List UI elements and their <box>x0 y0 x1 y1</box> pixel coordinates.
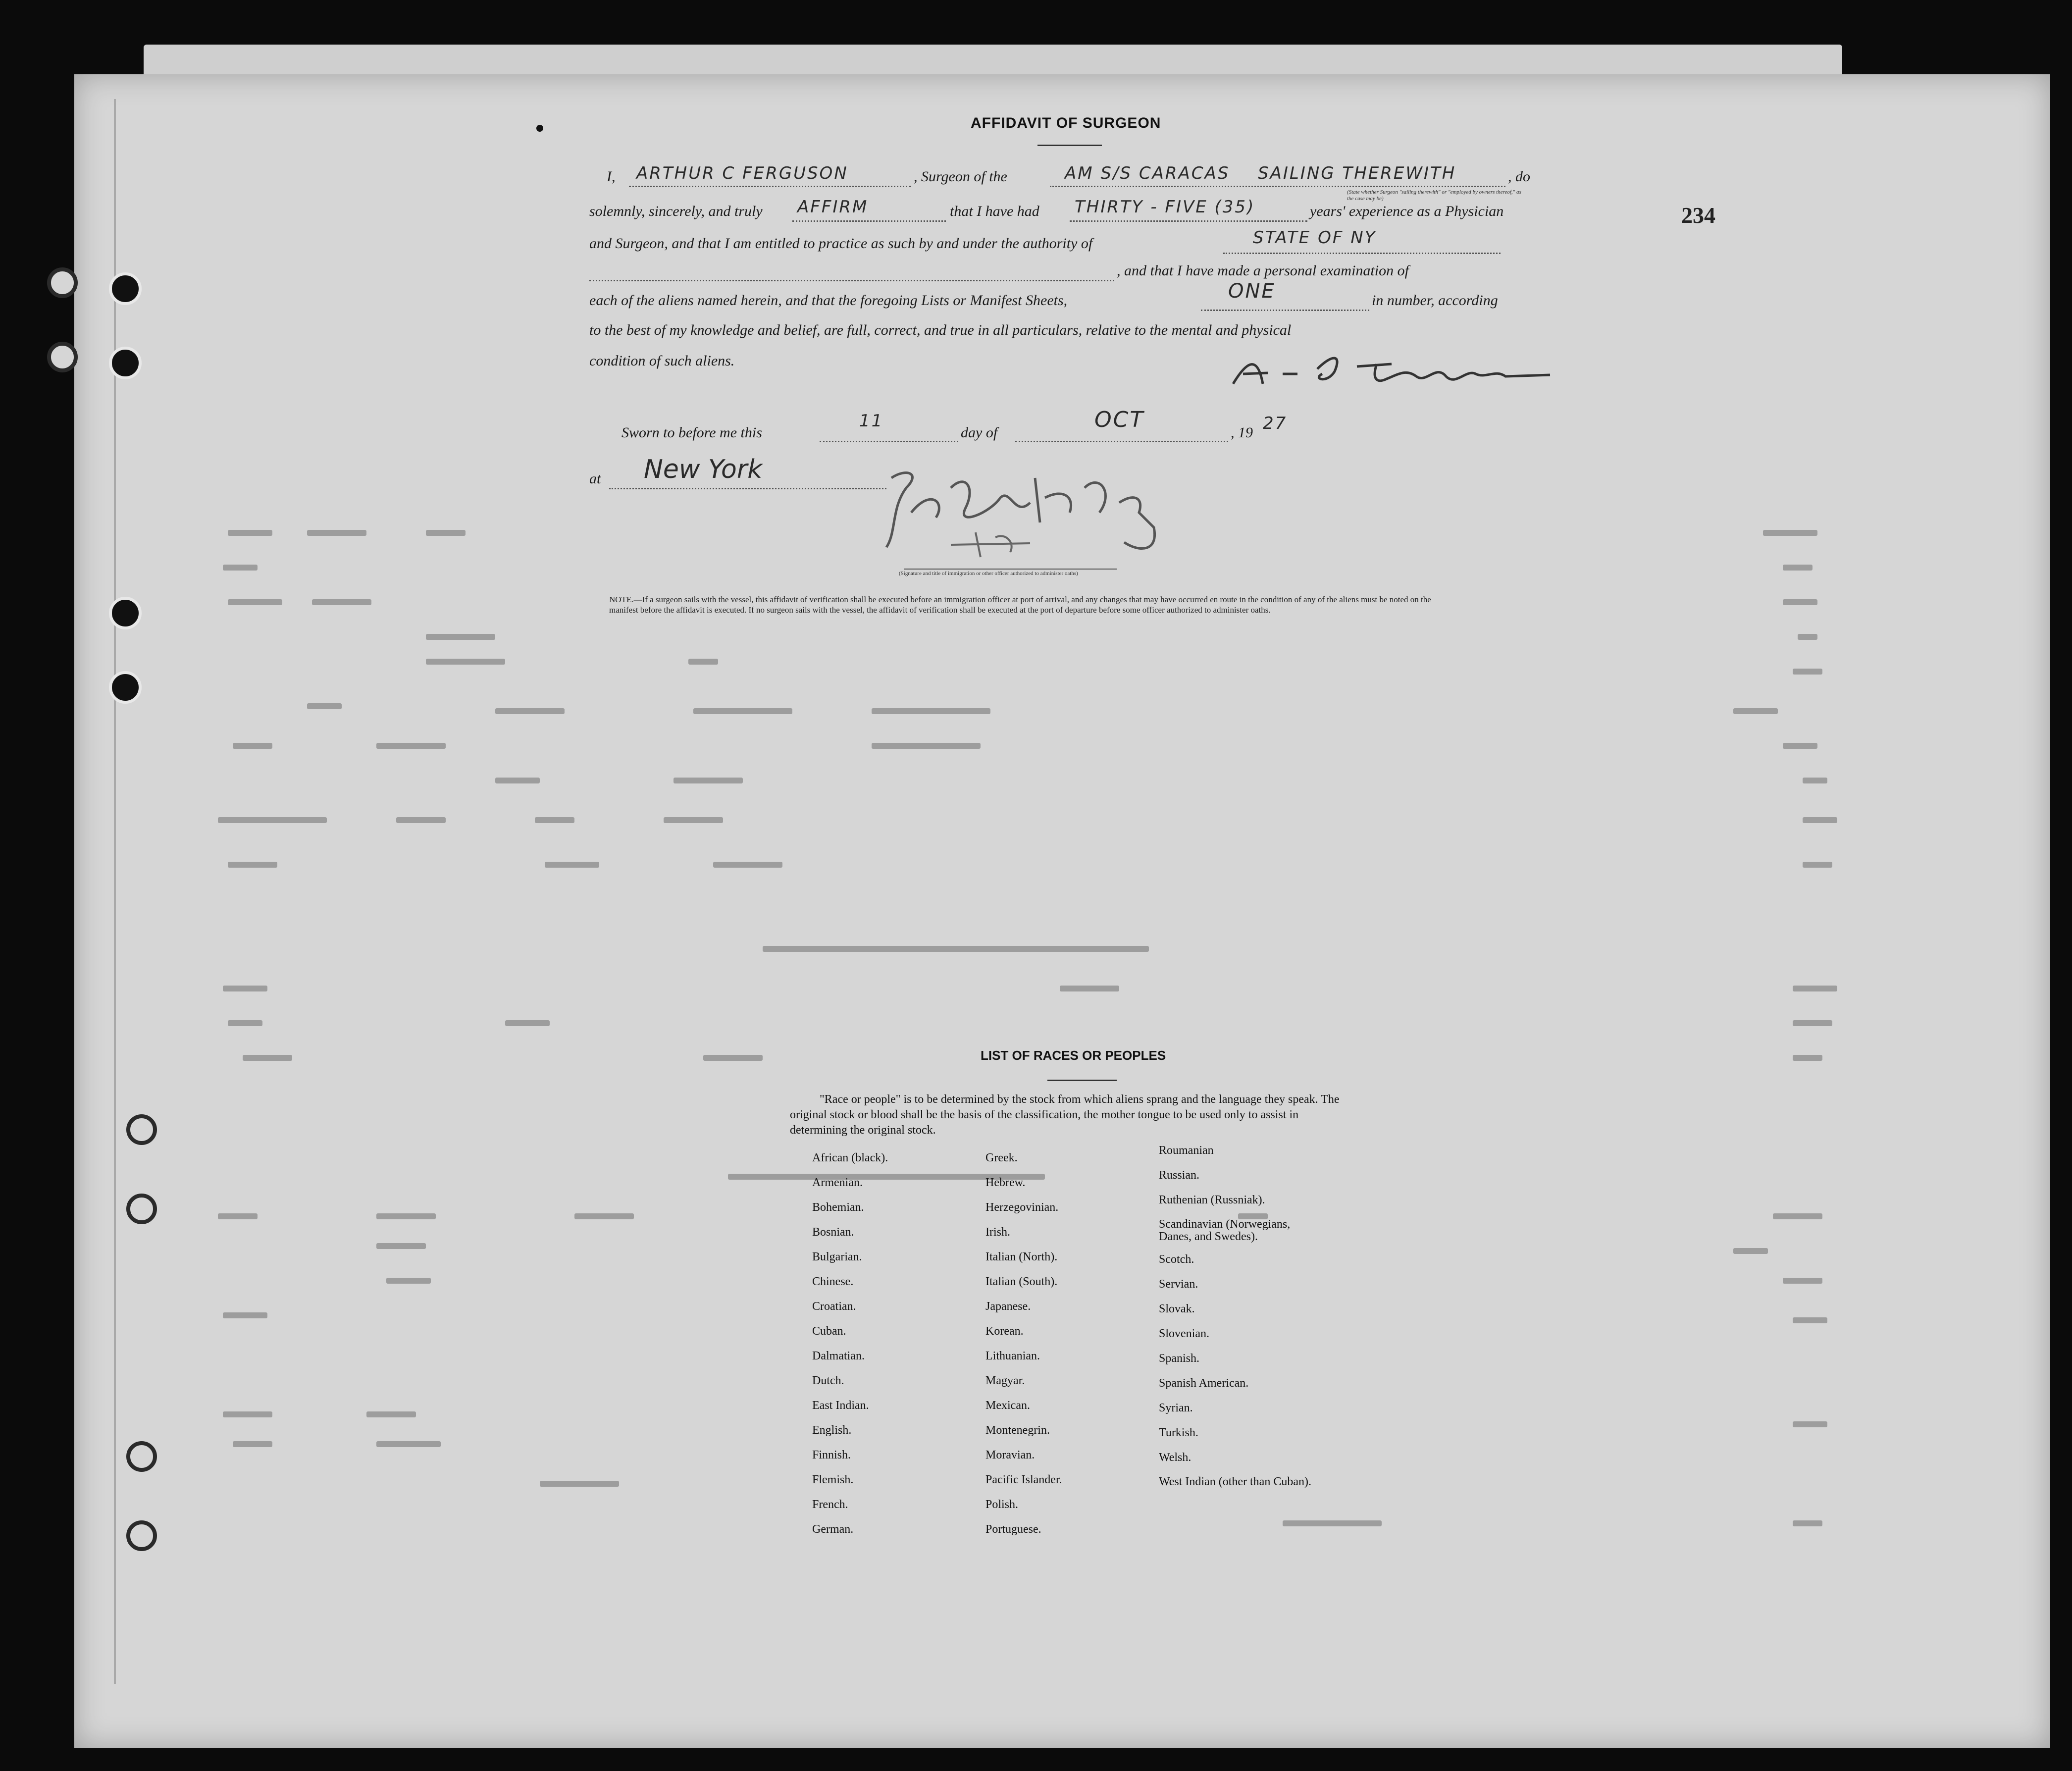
binder-hole <box>109 347 142 379</box>
race-item: Spanish American. <box>1159 1377 1249 1390</box>
race-item: French. <box>812 1498 848 1511</box>
affidavit-note: NOTE.—If a surgeon sails with the vessel, this affidavit of verification shall be executed before an immigration officer at port of arrival, and any changes that may have occurred en route in the condition of any of the aliens must be noted on the manifest before the affidavit is executed. If no surgeon sails with the vessel, the affidavit of verification shall be executed at the port of departure before some officer authorized to administer oaths. <box>609 595 1431 615</box>
race-item: Korean. <box>985 1325 1024 1338</box>
capacity-note: (State whether Surgeon "sailing therewith" or "employed by owners thereof," as the case may be) <box>1347 189 1521 202</box>
races-rule <box>1047 1080 1117 1081</box>
authority-line-2 <box>589 280 1114 281</box>
sworn-month: OCT <box>1094 407 1145 432</box>
race-item: Greek. <box>985 1151 1018 1164</box>
affidavit-title: AFFIDAVIT OF SURGEON <box>971 115 1161 131</box>
race-item: Slovak. <box>1159 1302 1195 1315</box>
race-item: Servian. <box>1159 1278 1198 1291</box>
race-item: Japanese. <box>985 1300 1031 1313</box>
races-column-1 <box>812 1151 888 1548</box>
race-item: Welsh. <box>1159 1451 1191 1464</box>
race-item: Croatian. <box>812 1300 856 1313</box>
day-line <box>820 441 958 442</box>
race-item: Armenian. <box>812 1176 863 1189</box>
race-item: Polish. <box>985 1498 1019 1511</box>
surgeon-signature <box>1228 349 1555 394</box>
affidavit-line4: , and that I have made a personal examination of <box>1117 262 1409 279</box>
sworn-post: , 19 <box>1231 424 1253 441</box>
vessel-line <box>1050 186 1505 187</box>
affidavit-line3: and Surgeon, and that I am entitled to practice as such by and under the authority of <box>589 235 1093 252</box>
binder-ring <box>47 267 78 298</box>
race-item: Mexican. <box>985 1399 1030 1412</box>
month-line <box>1015 441 1228 442</box>
sheets-line <box>1201 310 1369 311</box>
race-item: Dalmatian. <box>812 1350 865 1362</box>
page-number: 234 <box>1681 203 1715 228</box>
races-column-3 <box>1159 1144 1322 1501</box>
affidavit-line5-post: in number, according <box>1372 292 1498 309</box>
races-title: LIST OF RACES OR PEOPLES <box>981 1048 1166 1063</box>
years-line <box>1070 220 1307 222</box>
vessel-name: AM S/S CARACAS <box>1065 163 1230 183</box>
binder-ring <box>47 342 78 372</box>
sworn-place: New York <box>644 455 763 484</box>
sworn-day: 11 <box>859 411 884 431</box>
race-item: East Indian. <box>812 1399 869 1412</box>
race-item: Italian (North). <box>985 1250 1058 1263</box>
affidavit-line6: to the best of my knowledge and belief, are full, correct, and true in all particulars, relative to the mental and physical <box>589 322 1292 338</box>
race-item: Russian. <box>1159 1169 1200 1182</box>
race-item: Syrian. <box>1159 1402 1193 1414</box>
race-item: Lithuanian. <box>985 1350 1040 1362</box>
race-item: Irish. <box>985 1226 1010 1239</box>
race-item: Cuban. <box>812 1325 846 1338</box>
race-item: Bohemian. <box>812 1201 864 1214</box>
surgeon-capacity: SAILING THEREWITH <box>1258 163 1456 183</box>
race-item: Moravian. <box>985 1449 1035 1461</box>
affidavit-line1-post: , do <box>1508 168 1530 185</box>
surgeon-name: ARTHUR C FERGUSON <box>636 163 848 183</box>
authority: STATE OF NY <box>1253 228 1377 248</box>
race-item: Hebrew. <box>985 1176 1026 1189</box>
race-item: Spanish. <box>1159 1352 1200 1365</box>
sheets-count: ONE <box>1228 280 1276 303</box>
title-rule <box>1037 145 1102 146</box>
affidavit-line5-pre: each of the aliens named herein, and that the foregoing Lists or Manifest Sheets, <box>589 292 1068 309</box>
years-experience: THIRTY - FIVE (35) <box>1075 197 1255 217</box>
place-line <box>609 488 886 489</box>
race-item: Ruthenian (Russniak). <box>1159 1194 1265 1206</box>
race-item: Portuguese. <box>985 1523 1041 1536</box>
authority-line <box>1223 253 1501 254</box>
surgeon-name-line <box>629 186 911 187</box>
affidavit-line2-mid: that I have had <box>950 203 1039 219</box>
race-item: Dutch. <box>812 1374 844 1387</box>
affirm-line <box>792 220 946 222</box>
race-item: English. <box>812 1424 852 1437</box>
affidavit-line7: condition of such aliens. <box>589 353 735 369</box>
race-item: Magyar. <box>985 1374 1025 1387</box>
affirm-word: AFFIRM <box>797 197 869 217</box>
sworn-year: 27 <box>1263 414 1288 433</box>
race-item: West Indian (other than Cuban). <box>1159 1475 1311 1488</box>
binder-hole <box>109 272 142 305</box>
race-item: Chinese. <box>812 1275 854 1288</box>
affidavit-line2-pre: solemnly, sincerely, and truly <box>589 203 763 219</box>
officer-signature-caption: (Signature and title of immigration or other officer authorized to administer oaths) <box>899 571 1078 576</box>
race-item: Italian (South). <box>985 1275 1058 1288</box>
races-column-2 <box>985 1151 1062 1548</box>
race-item: Turkish. <box>1159 1426 1198 1439</box>
affidavit-line1-mid: , Surgeon of the <box>914 168 1007 185</box>
race-item: Pacific Islander. <box>985 1473 1062 1486</box>
races-intro: "Race or people" is to be determined by the stock from which aliens sprang and the language they speak. The original stock or blood shall be the basis of the classification, the mother tongue to be used only to assist in determining the original stock. <box>790 1093 1340 1137</box>
race-item: Scandinavian (Norwegians, Danes, and Swedes). <box>1159 1218 1291 1243</box>
affidavit-line1-pre: I, <box>607 168 616 185</box>
sworn-at: at <box>589 470 601 487</box>
race-item: African (black). <box>812 1151 888 1164</box>
race-item: Bosnian. <box>812 1226 854 1239</box>
ink-dot <box>536 125 543 132</box>
sworn-mid: day of <box>961 424 998 441</box>
race-item: Scotch. <box>1159 1253 1194 1266</box>
affidavit-line2-post: years' experience as a Physician <box>1310 203 1504 219</box>
race-item: Herzegovinian. <box>985 1201 1059 1214</box>
race-item: Montenegrin. <box>985 1424 1050 1437</box>
sworn-pre: Sworn to before me this <box>622 424 762 441</box>
race-item: Slovenian. <box>1159 1327 1209 1340</box>
race-item: Flemish. <box>812 1473 854 1486</box>
race-item: Finnish. <box>812 1449 851 1461</box>
race-item: Roumanian <box>1159 1144 1214 1157</box>
race-item: German. <box>812 1523 854 1536</box>
race-item: Bulgarian. <box>812 1250 862 1263</box>
margin-line <box>114 99 116 1684</box>
